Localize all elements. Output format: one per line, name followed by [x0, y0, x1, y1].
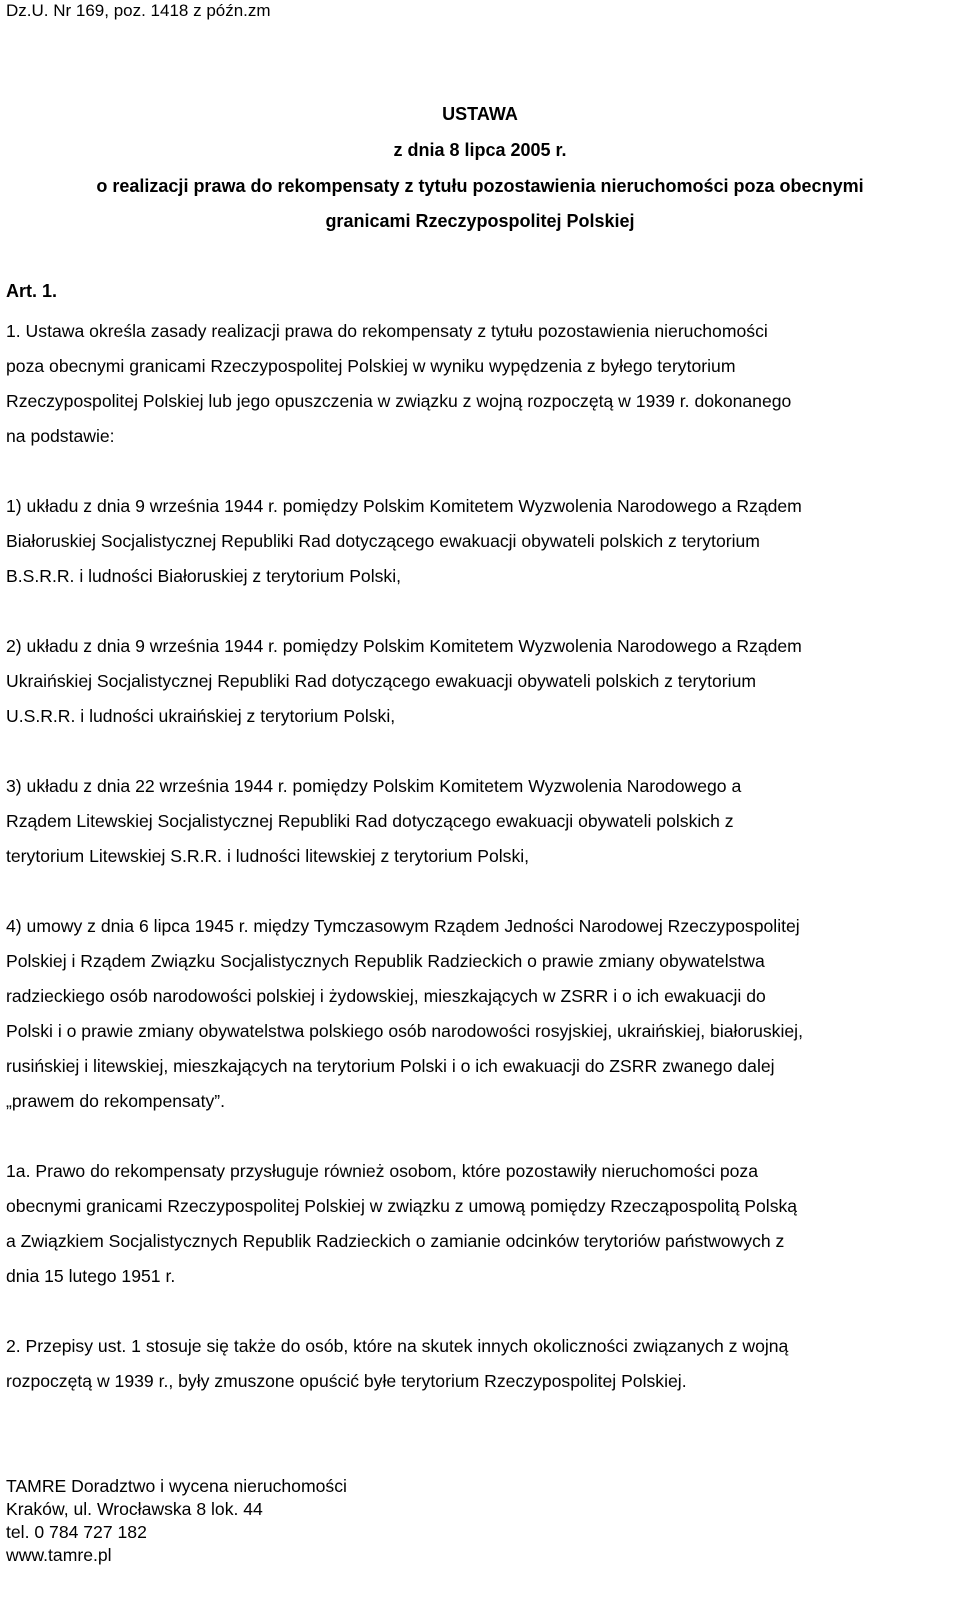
list-item-2 — [6, 629, 931, 734]
text-line: rozpoczętą w 1939 r., były zmuszone opuścić byłe terytorium Rzeczypospolitej Polskiej. — [6, 1371, 687, 1391]
text-line: „prawem do rekompensaty”. — [6, 1091, 226, 1111]
paragraph-2 — [6, 1329, 931, 1399]
text-line: rusińskiej i litewskiej, mieszkających na terytorium Polski i o ich ewakuacji do ZSRR zwanego dalej — [6, 1056, 775, 1076]
journal-reference: Dz.U. Nr 169, poz. 1418 z późn.zm — [6, 1, 271, 20]
text-line: 2. Przepisy ust. 1 stosuje się także do osób, które na skutek innych okoliczności związanych z wojną — [6, 1336, 789, 1356]
document-subject-line-2: granicami Rzeczypospolitej Polskiej — [325, 211, 635, 231]
company-website[interactable]: www.tamre.pl — [6, 1545, 112, 1565]
paragraph-1a — [6, 1154, 931, 1294]
text-line: obecnymi granicami Rzeczypospolitej Polskiej w związku z umową pomiędzy Rzecząpospolitą Polską — [6, 1196, 798, 1216]
company-phone: tel. 0 784 727 182 — [6, 1522, 147, 1542]
company-name: TAMRE Doradztwo i wycena nieruchomości — [6, 1476, 347, 1496]
article-heading: Art. 1. — [6, 281, 58, 301]
text-line: poza obecnymi granicami Rzeczypospolitej Polskiej w wyniku wypędzenia z byłego terytorium — [6, 356, 736, 376]
text-line: U.S.R.R. i ludności ukraińskiej z terytorium Polski, — [6, 706, 396, 726]
document-subject-line-1: o realizacji prawa do rekompensaty z tytułu pozostawienia nieruchomości poza obecnymi — [96, 176, 864, 196]
document-date: z dnia 8 lipca 2005 r. — [393, 140, 567, 160]
text-line: radzieckiego osób narodowości polskiej i żydowskiej, mieszkających w ZSRR i o ich ewakuacji do — [6, 986, 766, 1006]
text-line: Polski i o prawie zmiany obywatelstwa polskiego osób narodowości rosyjskiej, ukraińskiej, białoruskiej, — [6, 1021, 803, 1041]
text-line: Rzeczypospolitej Polskiej lub jego opuszczenia w związku z wojną rozpoczętą w 1939 r. dokonanego — [6, 391, 792, 411]
text-line: 4) umowy z dnia 6 lipca 1945 r. między Tymczasowym Rządem Jedności Narodowej Rzeczypospolitej — [6, 916, 800, 936]
paragraph-1 — [6, 314, 931, 454]
text-line: a Związkiem Socjalistycznych Republik Radzieckich o zamianie odcinków terytoriów państwowych z — [6, 1231, 785, 1251]
text-line: dnia 15 lutego 1951 r. — [6, 1266, 176, 1286]
list-item-3 — [6, 769, 931, 874]
text-line: 2) układu z dnia 9 września 1944 r. pomiędzy Polskim Komitetem Wyzwolenia Narodowego a Rządem — [6, 636, 802, 656]
text-line: Rządem Litewskiej Socjalistycznej Republiki Rad dotyczącego ewakuacji obywateli polskich z — [6, 811, 734, 831]
text-line: 1. Ustawa określa zasady realizacji prawa do rekompensaty z tytułu pozostawienia nieruchomości — [6, 321, 768, 341]
company-address: Kraków, ul. Wrocławska 8 lok. 44 — [6, 1499, 263, 1519]
list-item-1 — [6, 489, 931, 594]
document-title: USTAWA — [442, 104, 518, 124]
text-line: 1) układu z dnia 9 września 1944 r. pomiędzy Polskim Komitetem Wyzwolenia Narodowego a Rządem — [6, 496, 802, 516]
text-line: 3) układu z dnia 22 września 1944 r. pomiędzy Polskim Komitetem Wyzwolenia Narodowego a — [6, 776, 742, 796]
text-line: B.S.R.R. i ludności Białoruskiej z terytorium Polski, — [6, 566, 402, 586]
text-line: 1a. Prawo do rekompensaty przysługuje również osobom, które pozostawiły nieruchomości poza — [6, 1161, 759, 1181]
text-line: Polskiej i Rządem Związku Socjalistycznych Republik Radzieckich o prawie zmiany obywatelstwa — [6, 951, 765, 971]
footer-contact — [6, 1475, 347, 1567]
text-line: Białoruskiej Socjalistycznej Republiki Rad dotyczącego ewakuacji obywateli polskich z terytorium — [6, 531, 760, 551]
article-body — [6, 314, 931, 1399]
text-line: na podstawie: — [6, 426, 115, 446]
text-line: terytorium Litewskiej S.R.R. i ludności litewskiej z terytorium Polski, — [6, 846, 530, 866]
text-line: Ukraińskiej Socjalistycznej Republiki Rad dotyczącego ewakuacji obywateli polskich z terytorium — [6, 671, 757, 691]
list-item-4 — [6, 909, 931, 1119]
